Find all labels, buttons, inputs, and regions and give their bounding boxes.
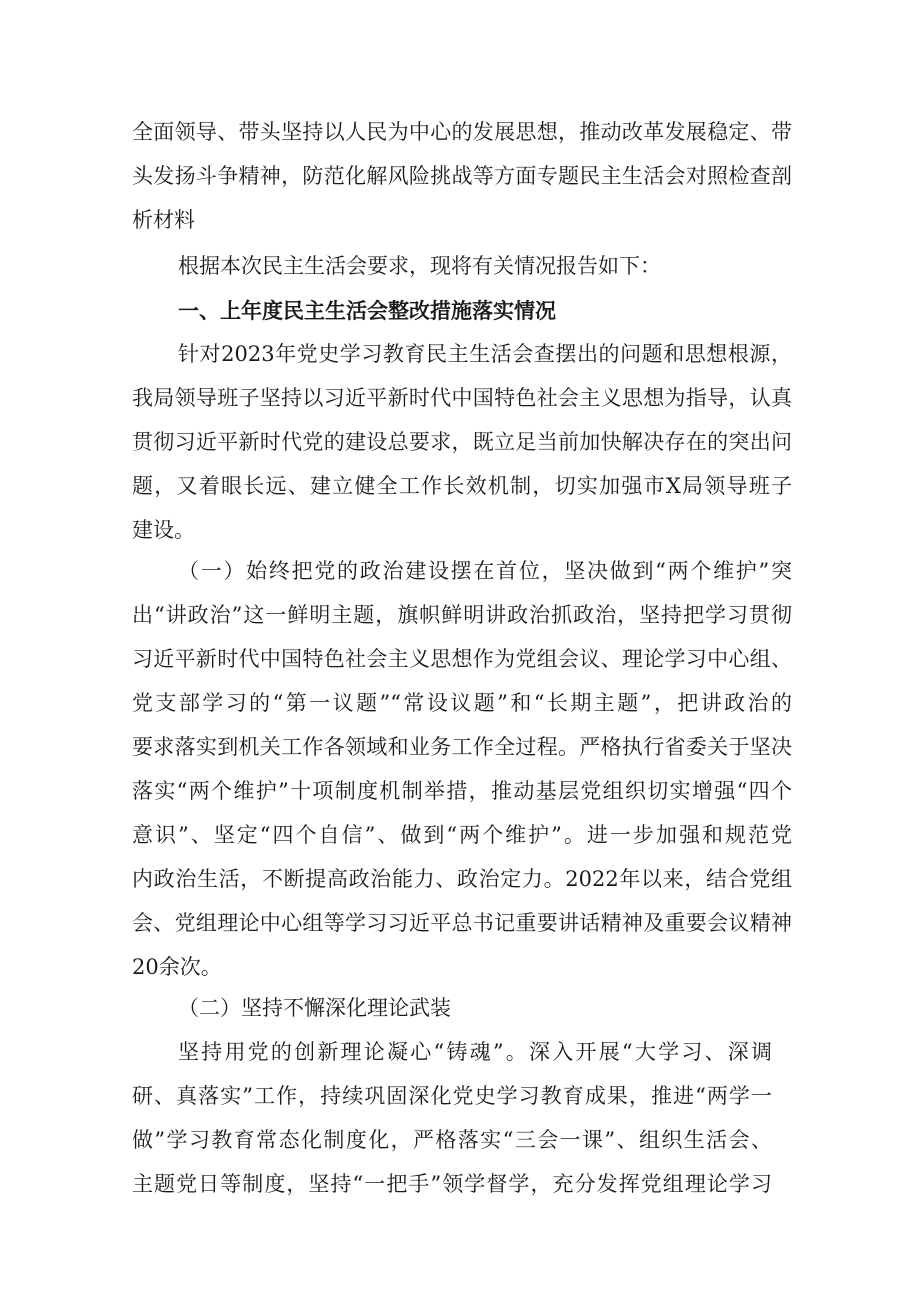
subsection1-line: 20余次。 xyxy=(132,955,222,979)
title-line-1: 全面领导、带头坚持以人民为中心的发展思想，推动改革发展稳定、带 xyxy=(132,120,792,144)
title-line-3: 析材料 xyxy=(132,208,195,232)
subsection2-line: 坚持用党的创新理论凝心“铸魂”。深入开展“大学习、深调 xyxy=(178,1040,772,1064)
subsection1-line: 内政治生活，不断提高政治能力、政治定力。2022年以来，结合党组 xyxy=(132,867,792,891)
section1-line: 贯彻习近平新时代党的建设总要求，既立足当前加快解决存在的突出问 xyxy=(132,430,792,454)
subsection2-line: 研、真落实”工作，持续巩固深化党史学习教育成果，推进“两学一 xyxy=(132,1084,772,1108)
subsection1-line: 落实“两个维护”十项制度机制举措，推动基层党组织切实增强“四个 xyxy=(132,779,792,803)
subsection1-line: 要求落实到机关工作各领域和业务工作全过程。严格执行省委关于坚决 xyxy=(132,735,792,759)
subsection2-line: 主题党日等制度，坚持“一把手”领学督学，充分发挥党组理论学习 xyxy=(132,1172,772,1196)
section1-line: 针对2023年党史学习教育民主生活会查摆出的问题和思想根源， xyxy=(178,342,792,366)
subsection1-line: 党支部学习的“第一议题”“常设议题”和“长期主题”，把讲政治的 xyxy=(132,691,792,715)
subsection-heading-2: （二）坚持不懈深化理论武装 xyxy=(178,996,451,1020)
intro-paragraph: 根据本次民主生活会要求，现将有关情况报告如下： xyxy=(178,254,661,278)
section-heading-1: 一、上年度民主生活会整改措施落实情况 xyxy=(178,299,556,323)
subsection1-line: （一）始终把党的政治建设摆在首位，坚决做到“两个维护”突 xyxy=(178,559,792,583)
section1-line: 题，又着眼长远、建立健全工作长效机制，切实加强市X局领导班子 xyxy=(132,474,792,498)
section1-line: 我局领导班子坚持以习近平新时代中国特色社会主义思想为指导，认真 xyxy=(132,386,792,410)
subsection2-line: 做”学习教育常态化制度化，严格落实“三会一课”、组织生活会、 xyxy=(132,1128,772,1152)
subsection1-line: 出“讲政治”这一鲜明主题，旗帜鲜明讲政治抓政治，坚持把学习贯彻 xyxy=(132,603,792,627)
title-line-2: 头发扬斗争精神，防范化解风险挑战等方面专题民主生活会对照检查剖 xyxy=(132,164,792,188)
subsection1-line: 习近平新时代中国特色社会主义思想作为党组会议、理论学习中心组、 xyxy=(132,647,792,671)
subsection1-line: 会、党组理论中心组等学习习近平总书记重要讲话精神及重要会议精神 xyxy=(132,911,792,935)
subsection1-line: 意识”、坚定“四个自信”、做到“两个维护”。进一步加强和规范党 xyxy=(132,823,792,847)
section1-line: 建设。 xyxy=(132,518,195,542)
